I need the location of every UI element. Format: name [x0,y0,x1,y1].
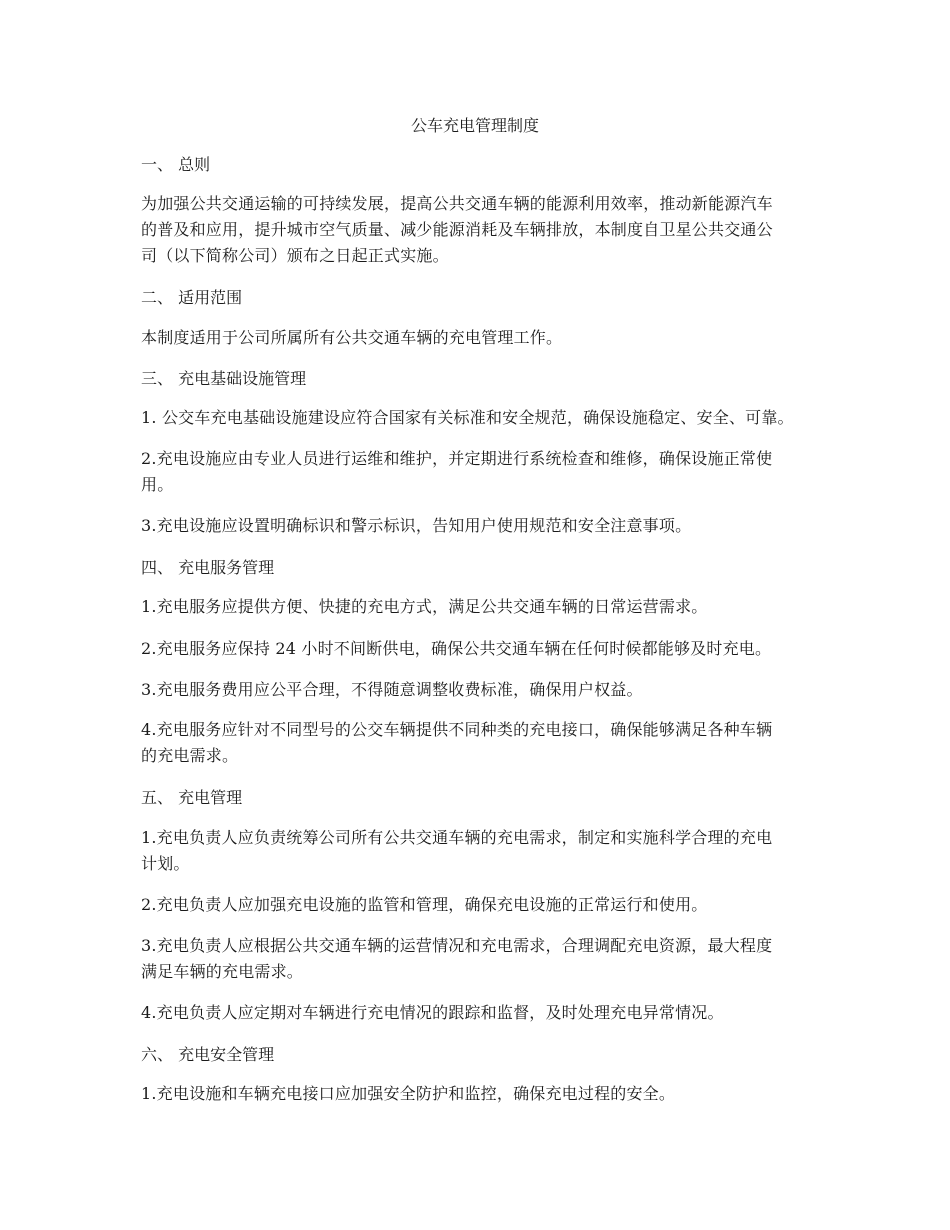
paragraph [141,446,831,498]
paragraph [141,405,831,431]
paragraph [141,677,831,703]
paragraph [141,1000,831,1026]
paragraph-line: 4.充电服务应针对不同型号的公交车辆提供不同种类的充电接口，确保能够满足各种车辆 [141,720,773,739]
paragraph [141,892,831,918]
paragraph-line: 计划。 [141,854,190,873]
section-heading-scope: 二、 适用范围 [141,288,243,307]
paragraph-line: 满足车辆的充电需求。 [141,962,304,981]
paragraph [141,325,831,351]
paragraph [141,825,831,877]
document-title: 公车充电管理制度 [410,116,539,135]
paragraph-line: 3.充电负责人应根据公共交通车辆的运营情况和充电需求，合理调配充电资源，最大程度 [141,936,773,955]
paragraph-line: 2.充电设施应由专业人员进行运维和维护，并定期进行系统检查和维修，确保设施正常使 [141,449,773,468]
section-heading-safety: 六、 充电安全管理 [141,1045,275,1064]
paragraph [141,717,831,769]
paragraph-line: 2.充电负责人应加强充电设施的监管和管理，确保充电设施的正常运行和使用。 [141,895,708,914]
section-heading-service: 四、 充电服务管理 [141,558,275,577]
paragraph-line: 4.充电负责人应定期对车辆进行充电情况的跟踪和监督，及时处理充电异常情况。 [141,1003,724,1022]
paragraph-line: 本制度适用于公司所属所有公共交通车辆的充电管理工作。 [141,328,563,347]
paragraph-line: 司（以下简称公司）颁布之日起正式实施。 [141,246,449,265]
section-heading-general: 一、 总则 [141,155,211,174]
paragraph-line: 2.充电服务应保持 24 小时不间断供电，确保公共交通车辆在任何时候都能够及时充电。 [141,639,772,658]
paragraph [141,594,831,620]
paragraph [141,636,831,662]
paragraph [141,513,831,539]
paragraph-line: 1. 公交车充电基础设施建设应符合国家有关标准和安全规范，确保设施稳定、安全、可靠。 [141,408,794,427]
section-heading-charging: 五、 充电管理 [141,788,243,807]
paragraph [141,191,831,269]
paragraph-line: 的充电需求。 [141,746,239,765]
paragraph [141,933,831,985]
section-heading-infrastructure: 三、 充电基础设施管理 [141,369,307,388]
paragraph-line: 为加强公共交通运输的可持续发展，提高公共交通车辆的能源利用效率，推动新能源汽车 [141,194,773,213]
paragraph-line: 1.充电设施和车辆充电接口应加强安全防护和监控，确保充电过程的安全。 [141,1084,676,1103]
paragraph-line: 1.充电负责人应负责统筹公司所有公共交通车辆的充电需求，制定和实施科学合理的充电 [141,828,773,847]
paragraph-line: 1.充电服务应提供方便、快捷的充电方式，满足公共交通车辆的日常运营需求。 [141,597,708,616]
paragraph-line: 用。 [141,475,174,494]
paragraph-line: 的普及和应用，提升城市空气质量、减少能源消耗及车辆排放，本制度自卫星公共交通公 [141,220,773,239]
paragraph [141,1081,831,1107]
paragraph-line: 3.充电设施应设置明确标识和警示标识，告知用户使用规范和安全注意事项。 [141,516,692,535]
paragraph-line: 3.充电服务费用应公平合理，不得随意调整收费标准，确保用户权益。 [141,680,643,699]
